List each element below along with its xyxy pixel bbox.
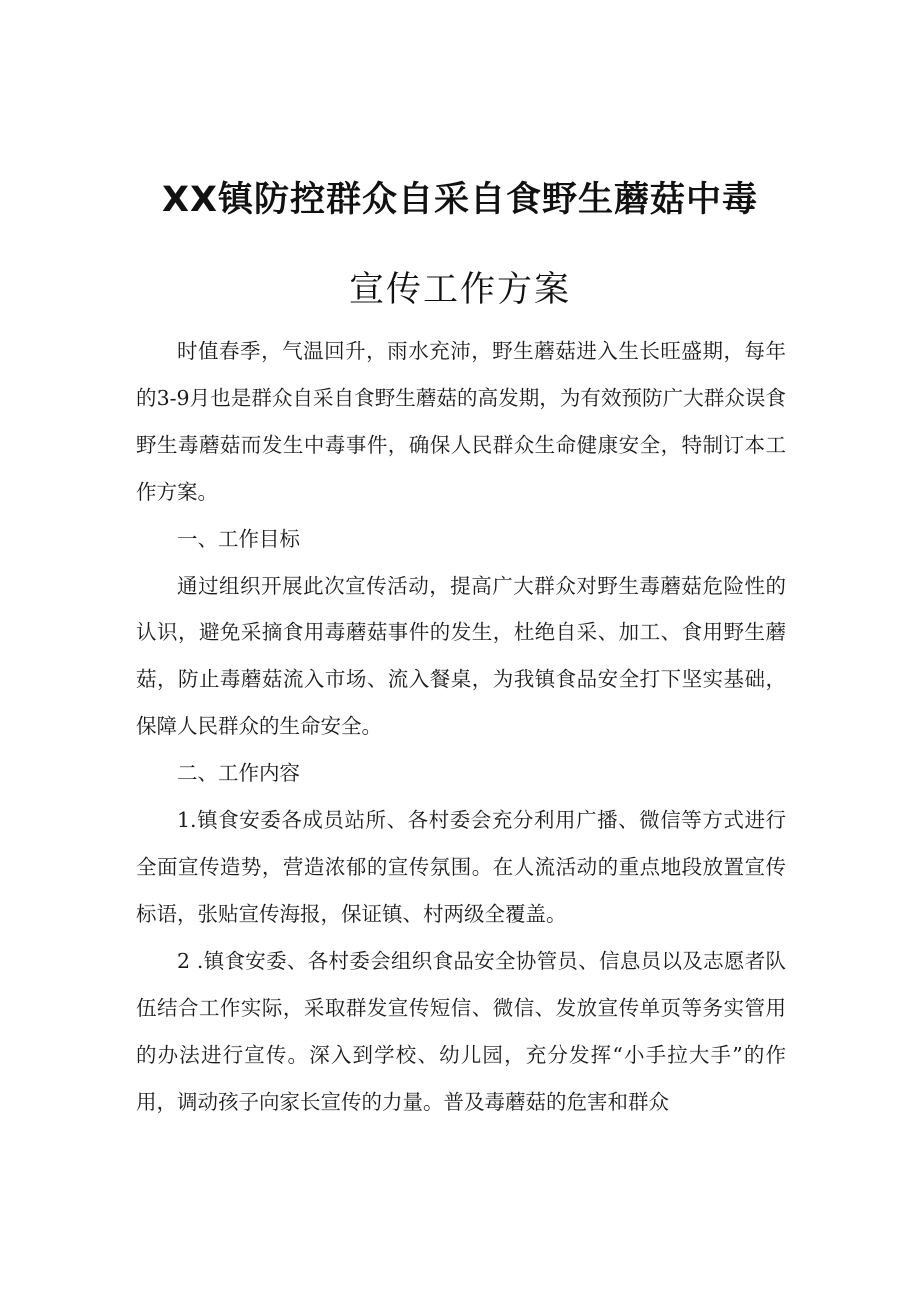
paragraph-item-2: 2 .镇食安委、各村委会组织食品安全协管员、信息员以及志愿者队伍结合工作实际，采取群发宣传短信、微信、发放宣传单页等务实管用的办法进行宣传。深入到学校、幼儿园，充分发挥“小手拉大手”的作用，调动孩子向家长宣传的力量。普及毒蘑菇的危害和群众 (136, 948, 786, 1114)
paragraph-goals: 通过组织开展此次宣传活动，提高广大群众对野生毒蘑菇危险性的认识，避免采摘食用毒蘑菇事件的发生，杜绝自采、加工、食用野生蘑菇，防止毒蘑菇流入市场、流入餐桌，为我镇食品安全打下坚实基础，保障人民群众的生命安全。 (136, 573, 786, 739)
paragraph-intro: 时值春季，气温回升，雨水充沛，野生蘑菇进入生长旺盛期，每年的3-9月也是群众自采自食野生蘑菇的高发期，为有效预防广大群众误食野生毒蘑菇而发生中毒事件，确保人民群众生命健康安全，特制订本工作方案。 (136, 339, 786, 504)
paragraph-item-1: 1.镇食安委各成员站所、各村委会充分利用广播、微信等方式进行全面宣传造势，营造浓郁的宣传氛围。在人流活动的重点地段放置宣传标语，张贴宣传海报，保证镇、村两级全覆盖。 (136, 808, 786, 926)
section-heading-goals: 一、工作目标 (177, 526, 300, 551)
document-title-line-2: 宣传工作方案 (348, 270, 571, 310)
section-heading-content: 二、工作内容 (177, 761, 300, 786)
document-body (136, 328, 786, 1125)
document-title-line-1: XX镇防控群众自采自食野生蘑菇中毒 (162, 180, 758, 220)
